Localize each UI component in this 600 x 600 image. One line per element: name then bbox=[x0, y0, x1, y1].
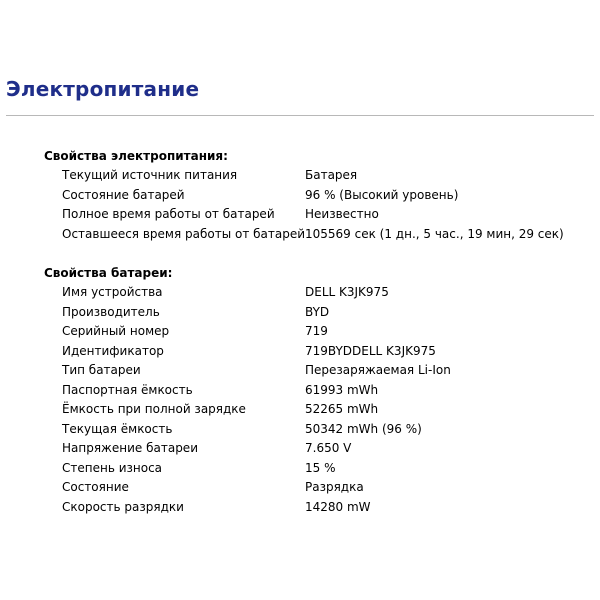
property-value: 105569 сек (1 дн., 5 час., 19 мин, 29 сек) bbox=[305, 226, 564, 241]
property-label: Скорость разрядки bbox=[62, 499, 184, 514]
battery-properties-heading: Свойства батареи: bbox=[44, 266, 173, 280]
property-label: Производитель bbox=[62, 304, 160, 319]
property-label: Ёмкость при полной зарядке bbox=[62, 402, 246, 416]
page-title: Электропитание bbox=[6, 77, 200, 101]
property-value: Неизвестно bbox=[305, 207, 379, 221]
battery-row-discharge-rate bbox=[44, 498, 596, 518]
power-properties-heading: Свойства электропитания: bbox=[44, 149, 228, 163]
battery-row-state bbox=[44, 478, 596, 498]
property-value: 50342 mWh (96 %) bbox=[305, 421, 422, 436]
property-label: Состояние батарей bbox=[62, 187, 185, 202]
battery-row-identifier bbox=[44, 342, 596, 362]
property-label: Оставшееся время работы от батарей bbox=[62, 226, 306, 241]
battery-properties-section bbox=[44, 264, 596, 517]
property-label: Напряжение батареи bbox=[62, 441, 198, 455]
property-value: 61993 mWh bbox=[305, 382, 379, 397]
power-row-battery-status bbox=[44, 186, 596, 206]
property-label: Паспортная ёмкость bbox=[62, 382, 193, 397]
property-value: 52265 mWh bbox=[305, 402, 379, 416]
property-label: Тип батареи bbox=[62, 363, 141, 377]
property-label: Текущий источник питания bbox=[62, 168, 238, 182]
power-row-remaining-runtime bbox=[44, 225, 596, 245]
property-label: Идентификатор bbox=[62, 343, 164, 358]
battery-row-design-capacity bbox=[44, 381, 596, 401]
property-value: 719BYDDELL K3JK975 bbox=[305, 343, 436, 358]
title-divider bbox=[6, 115, 594, 116]
property-value: BYD bbox=[305, 304, 330, 319]
property-label: Серийный номер bbox=[62, 324, 170, 338]
property-value: 14280 mW bbox=[305, 499, 371, 514]
property-label: Состояние bbox=[62, 480, 129, 494]
power-row-full-runtime bbox=[44, 205, 596, 225]
property-value: Батарея bbox=[305, 168, 358, 182]
property-value: DELL K3JK975 bbox=[305, 285, 389, 299]
property-value: 719 bbox=[305, 324, 328, 338]
battery-row-serial-number bbox=[44, 322, 596, 342]
property-value: Перезаряжаемая Li-Ion bbox=[305, 363, 451, 377]
power-properties-section bbox=[44, 147, 596, 244]
battery-row-wear-level bbox=[44, 459, 596, 479]
battery-row-current-capacity bbox=[44, 420, 596, 440]
power-row-current-source bbox=[44, 166, 596, 186]
property-value: 7.650 V bbox=[305, 441, 352, 455]
property-value: Разрядка bbox=[305, 480, 364, 494]
battery-row-device-name bbox=[44, 283, 596, 303]
property-label: Текущая ёмкость bbox=[62, 421, 173, 436]
battery-row-voltage bbox=[44, 439, 596, 459]
property-value: 15 % bbox=[305, 460, 336, 475]
battery-row-full-charge-capacity bbox=[44, 400, 596, 420]
battery-row-battery-type bbox=[44, 361, 596, 381]
property-label: Имя устройства bbox=[62, 285, 163, 299]
property-value: 96 % (Высокий уровень) bbox=[305, 187, 459, 202]
property-label: Полное время работы от батарей bbox=[62, 207, 275, 221]
property-label: Степень износа bbox=[62, 460, 163, 475]
battery-row-manufacturer bbox=[44, 303, 596, 323]
